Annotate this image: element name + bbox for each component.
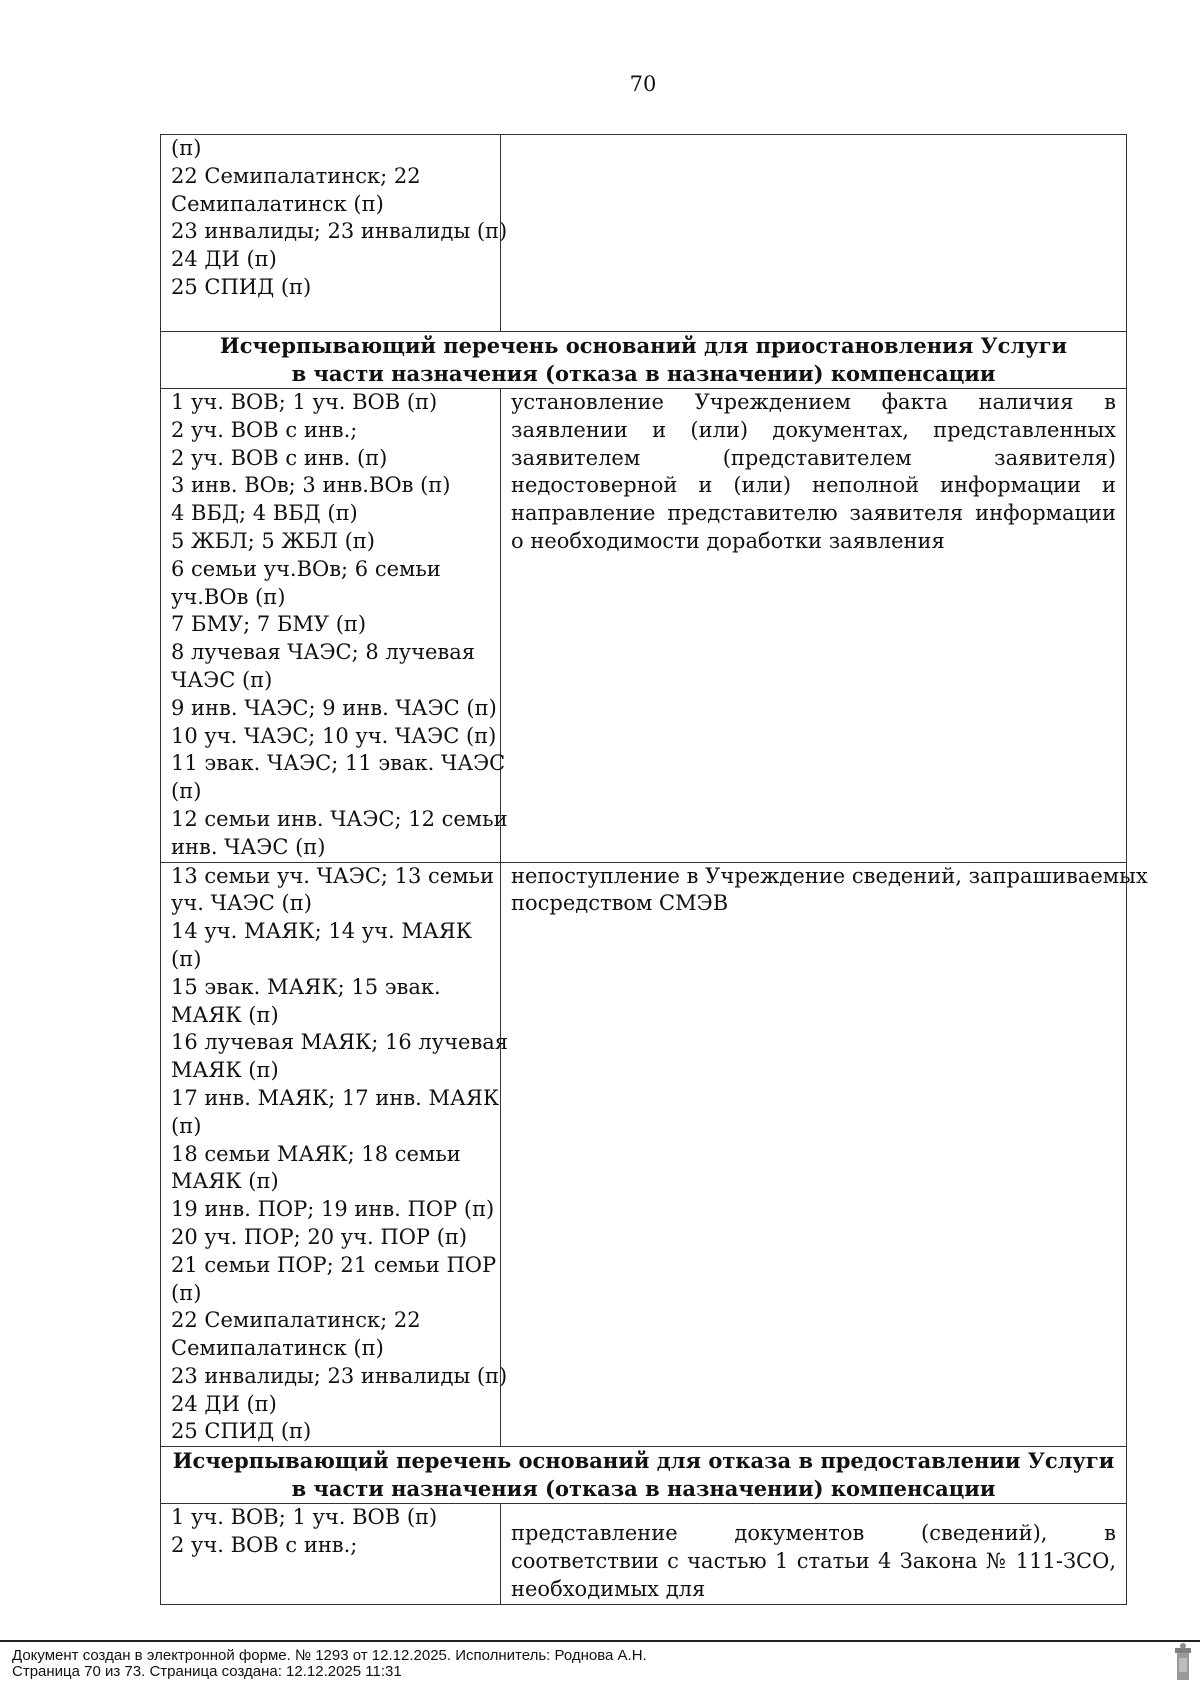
list-line: (п) xyxy=(171,779,202,804)
list-line: 6 семьи уч.ВОв; 6 семьи xyxy=(171,556,441,581)
section-header-refusal xyxy=(161,1447,1127,1504)
refusal-header-line-1: Исчерпывающий перечень оснований для отказа в предоставлении Услуги xyxy=(172,1448,1115,1474)
category-list-cell xyxy=(161,1504,501,1604)
list-line: 25 СПИД (п) xyxy=(171,1419,312,1444)
list-line: 12 семьи инв. ЧАЭС; 12 семьи xyxy=(171,806,508,831)
suspension-header-line-1: Исчерпывающий перечень оснований для приостановления Услуги xyxy=(219,333,1068,358)
table-row-suspension-1 xyxy=(161,389,1127,863)
list-line: 24 ДИ (п) xyxy=(171,1391,277,1416)
list-line: (п) xyxy=(171,136,202,160)
list-line: 10 уч. ЧАЭС; 10 уч. ЧАЭС (п) xyxy=(171,723,497,748)
list-line: 25 СПИД (п) xyxy=(171,274,312,299)
category-list xyxy=(171,135,508,302)
list-line: 23 инвалиды; 23 инвалиды (п) xyxy=(171,1363,508,1388)
list-line: непоступление в Учреждение сведений, запрашиваемых xyxy=(511,863,1148,888)
list-line: 2 уч. ВОВ с инв. (п) xyxy=(171,445,388,470)
list-line: МАЯК (п) xyxy=(171,1058,279,1083)
list-line: Семипалатинск (п) xyxy=(171,1336,384,1361)
list-line: 21 семьи ПОР; 21 семьи ПОР xyxy=(171,1252,497,1277)
table-row-continuation xyxy=(161,135,1127,332)
footer-line-2: Страница 70 из 73. Страница создана: 12.12.2025 11:31 xyxy=(12,1663,402,1680)
document-footer xyxy=(12,1648,647,1680)
list-line: 19 инв. ПОР; 19 инв. ПОР (п) xyxy=(171,1197,495,1222)
list-line: 3 инв. ВОв; 3 инв.ВОв (п) xyxy=(171,473,451,498)
category-list-cell xyxy=(161,135,508,332)
refusal-header-cell xyxy=(161,1447,1127,1504)
reason-lines xyxy=(511,863,1148,919)
list-line: 2 уч. ВОВ с инв.; xyxy=(171,417,358,442)
list-line: 1 уч. ВОВ; 1 уч. ВОВ (п) xyxy=(171,390,438,414)
list-line: 1 уч. ВОВ; 1 уч. ВОВ (п) xyxy=(171,1505,438,1530)
list-line: 13 семьи уч. ЧАЭС; 13 семьи xyxy=(171,863,494,888)
list-line: ЧАЭС (п) xyxy=(171,667,273,692)
list-line: МАЯК (п) xyxy=(171,1002,279,1027)
coat-of-arms-icon xyxy=(1172,1642,1194,1682)
list-line: Семипалатинск (п) xyxy=(171,191,384,216)
list-line: посредством СМЭВ xyxy=(511,891,729,916)
suspension-header-cell xyxy=(161,332,1127,389)
list-line: 16 лучевая МАЯК; 16 лучевая xyxy=(171,1030,509,1055)
refusal-reason-cell xyxy=(501,1504,1127,1604)
list-line: (п) xyxy=(171,1113,202,1138)
list-line: 20 уч. ПОР; 20 уч. ПОР (п) xyxy=(171,1224,468,1249)
list-line: (п) xyxy=(171,946,202,971)
list-line: 22 Семипалатинск; 22 xyxy=(171,1308,421,1333)
list-line: 15 эвак. МАЯК; 15 эвак. xyxy=(171,974,441,999)
category-list-cell xyxy=(161,389,508,863)
list-line: (п) xyxy=(171,1280,202,1305)
list-line: 4 ВБД; 4 ВБД (п) xyxy=(171,501,358,526)
list-line: 17 инв. МАЯК; 17 инв. МАЯК xyxy=(171,1085,500,1110)
suspension-reason-cell xyxy=(501,862,1148,1447)
list-line: 7 БМУ; 7 БМУ (п) xyxy=(171,612,367,637)
section-header-suspension xyxy=(161,332,1127,389)
page-number: 70 xyxy=(629,72,657,96)
footer-line-1: Документ создан в электронной форме. № 1293 от 12.12.2025. Исполнитель: Роднова А.Н. xyxy=(12,1647,647,1664)
list-line: 9 инв. ЧАЭС; 9 инв. ЧАЭС (п) xyxy=(171,695,497,720)
footer-divider xyxy=(0,1640,1200,1642)
empty-reason-cell xyxy=(501,135,1127,332)
table-row-suspension-2 xyxy=(161,862,1127,1447)
list-line: 11 эвак. ЧАЭС; 11 эвак. ЧАЭС xyxy=(171,751,506,776)
list-line: 18 семьи МАЯК; 18 семьи xyxy=(171,1141,461,1166)
list-line: 8 лучевая ЧАЭС; 8 лучевая xyxy=(171,640,475,665)
refusal-reason-text: представление документов (сведений), в соответствии с частью 1 статьи 4 Закона № 111-ЗСО, необходимых для xyxy=(511,1521,1116,1601)
refusal-header-line-2: в части назначения (отказа в назначении) компенсации xyxy=(291,1476,996,1502)
category-list xyxy=(171,389,508,862)
list-line: 22 Семипалатинск; 22 xyxy=(171,163,421,188)
list-line: 23 инвалиды; 23 инвалиды (п) xyxy=(171,219,508,244)
list-line: МАЯК (п) xyxy=(171,1169,279,1194)
list-line: инв. ЧАЭС (п) xyxy=(171,834,326,859)
list-line: 5 ЖБЛ; 5 ЖБЛ (п) xyxy=(171,528,375,553)
services-grounds-table xyxy=(160,134,1148,1605)
category-list xyxy=(171,1504,490,1560)
list-line: уч. ЧАЭС (п) xyxy=(171,891,312,916)
category-list xyxy=(171,863,509,1447)
category-list-cell xyxy=(161,862,509,1447)
list-line: 14 уч. МАЯК; 14 уч. МАЯК xyxy=(171,919,472,944)
suspension-reason-cell: установление Учреждением факта наличия в заявлении и (или) документах, представленных заявителем (представителем заявителя) недостоверной и (или) неполной информации и направление представителю заявителя информации о необходимости доработки заявления xyxy=(501,389,1127,863)
list-line: 24 ДИ (п) xyxy=(171,247,277,272)
list-line: 2 уч. ВОВ с инв.; xyxy=(171,1533,358,1558)
table-row-refusal-1 xyxy=(161,1504,1127,1604)
suspension-header-line-2: в части назначения (отказа в назначении) компенсации xyxy=(291,360,996,386)
list-line: уч.ВОв (п) xyxy=(171,584,286,609)
